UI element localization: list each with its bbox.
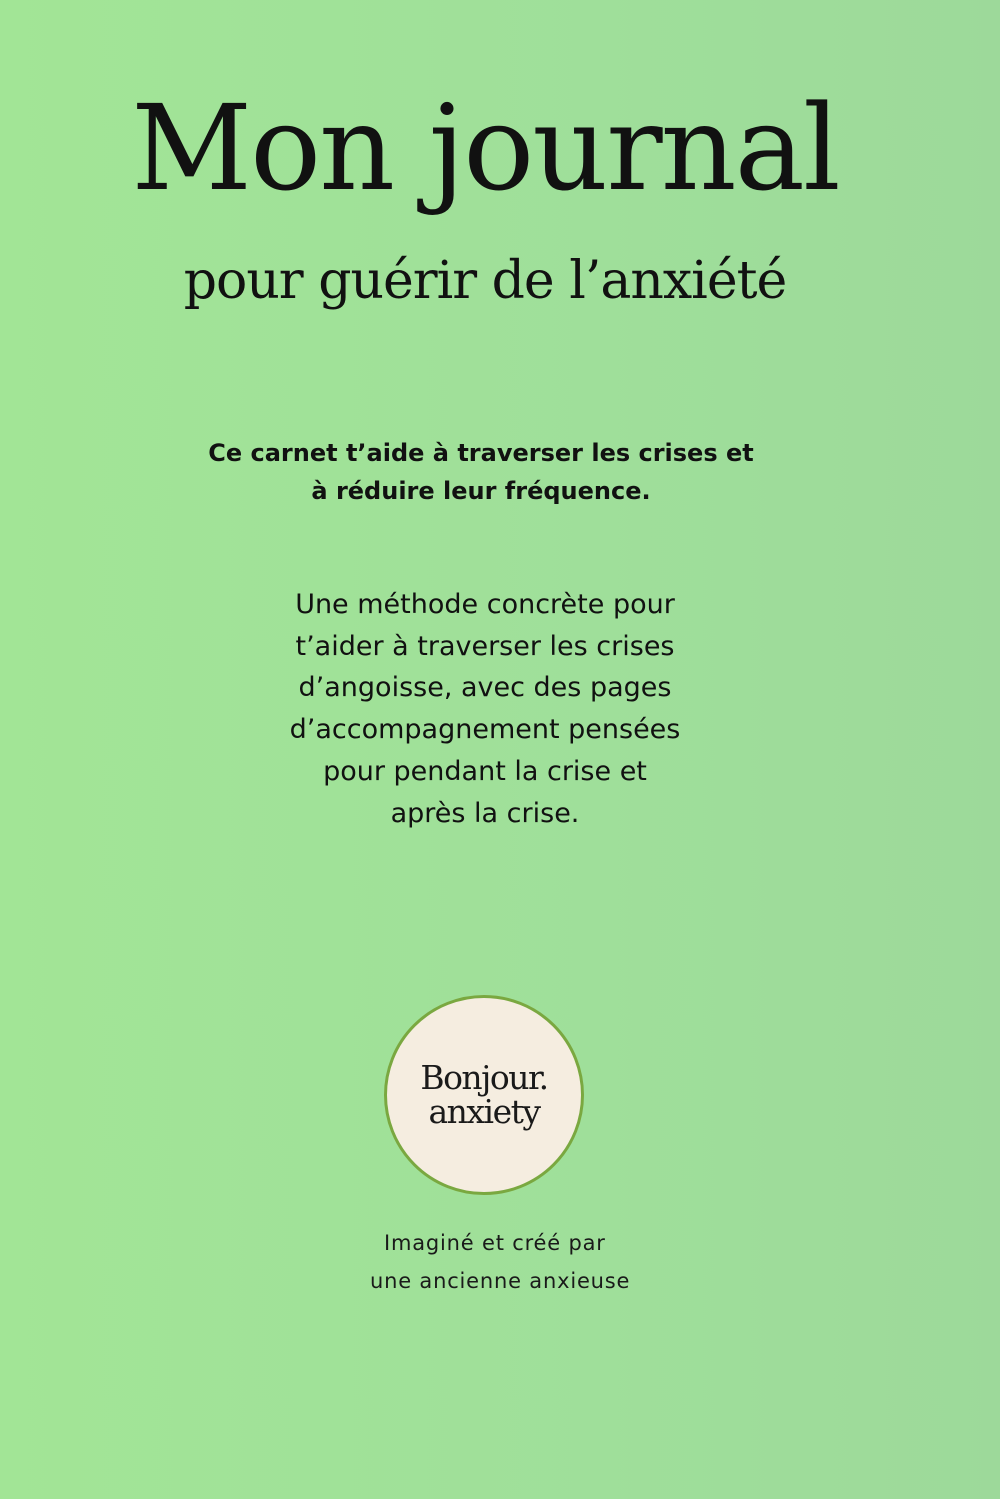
description-line: d’accompagnement pensées: [289, 714, 681, 746]
cover-title: Mon journal: [131, 79, 839, 217]
description-line: t’aider à traverser les crises: [295, 630, 675, 662]
credit-line: une ancienne anxieuse: [370, 1269, 631, 1293]
description-line: après la crise.: [390, 797, 580, 829]
cover-description: [0, 584, 970, 834]
cover-subtitle: pour guérir de l’anxiété: [183, 251, 787, 311]
logo-text-line: Bonjour.: [420, 1058, 548, 1097]
brand-logo-badge: [384, 995, 584, 1195]
tagline-line: Ce carnet t’aide à traverser les crises et: [208, 439, 754, 467]
logo-text-line: anxiety: [428, 1092, 540, 1131]
description-line: d’angoisse, avec des pages: [298, 672, 672, 704]
credit-line: Imaginé et créé par: [384, 1231, 606, 1255]
tagline-line: à réduire leur fréquence.: [311, 477, 651, 505]
description-line: pour pendant la crise et: [323, 755, 647, 787]
cover-tagline: [0, 434, 962, 510]
description-line: Une méthode concrète pour: [295, 589, 675, 620]
